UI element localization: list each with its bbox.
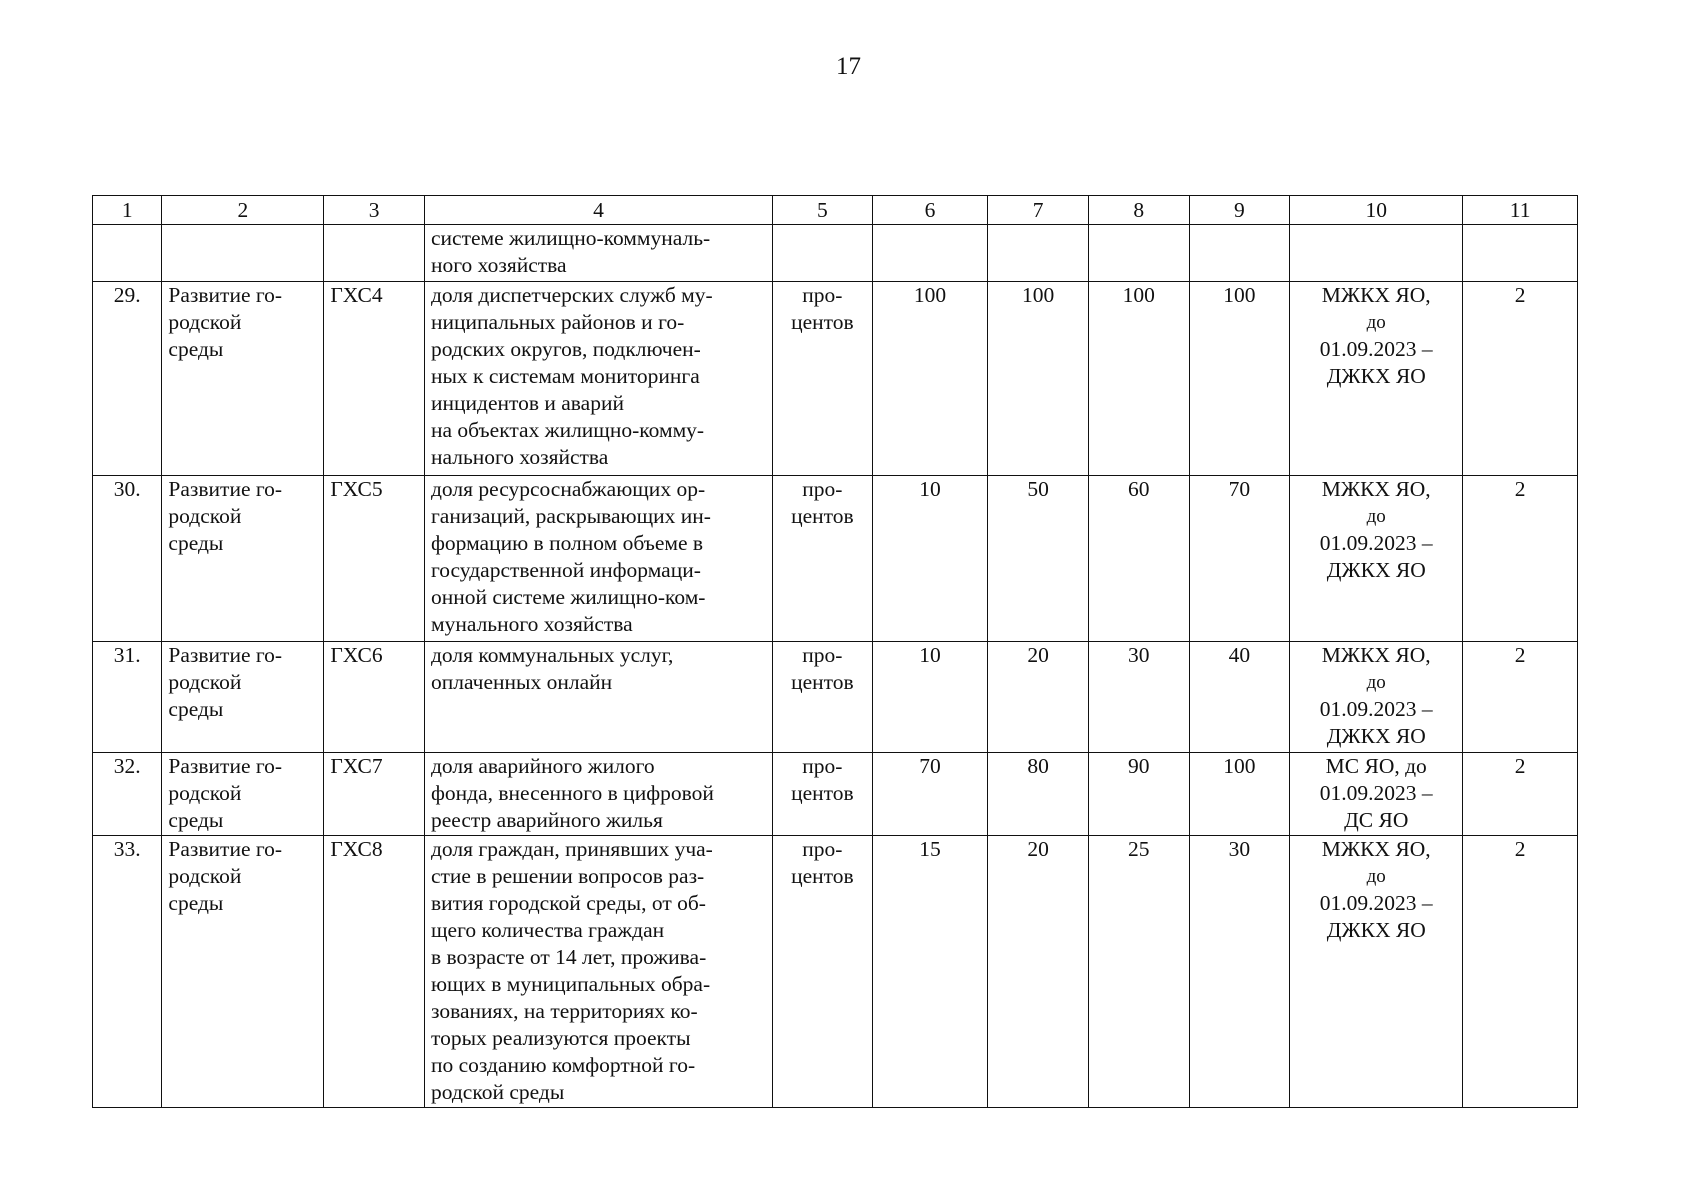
responsible-line: 01.09.2023 – (1319, 531, 1433, 555)
value-col6: 15 (872, 836, 988, 1108)
value-col9: 100 (1189, 282, 1290, 476)
unit: про- центов (773, 476, 873, 642)
responsible-line: 01.09.2023 – (1319, 337, 1433, 361)
value-col11: 2 (1463, 836, 1578, 1108)
row-number: 30. (93, 476, 162, 642)
program-name: Развитие го- родской среды (162, 753, 324, 836)
responsible-line: ДЖКХ ЯО (1326, 558, 1426, 582)
column-header: 6 (872, 196, 988, 225)
column-header: 11 (1463, 196, 1578, 225)
table-row (93, 282, 1578, 476)
value-col6: 10 (872, 642, 988, 753)
row-number: 32. (93, 753, 162, 836)
column-header: 1 (93, 196, 162, 225)
value-col8: 100 (1088, 282, 1189, 476)
responsible-line: МС ЯО, до (1325, 754, 1427, 778)
responsible (1290, 642, 1463, 753)
indicator-description: доля граждан, принявших уча- стие в решении вопросов раз- вития городской среды, от об- щего количества граждан в возрасте от 14 лет, прожива- ющих в муниципальных обра- зованиях, на территориях ко- торых реализуются проекты по созданию комфортной го- родской среды (424, 836, 772, 1108)
value-col6: 10 (872, 476, 988, 642)
value-col7: 20 (988, 836, 1089, 1108)
table-row (93, 753, 1578, 836)
responsible (1290, 476, 1463, 642)
responsible (1290, 282, 1463, 476)
indicator-description: доля аварийного жилого фонда, внесенного в цифровой реестр аварийного жилья (424, 753, 772, 836)
indicator-description: доля диспетчерских служб му- ниципальных районов и го- родских округов, подключен- ных к системам мониторинга инцидентов и аварий на объектах жилищно-комму- нального хозяйства (424, 282, 772, 476)
responsible-line: 01.09.2023 – (1319, 891, 1433, 915)
table-row (93, 642, 1578, 753)
responsible (1290, 836, 1463, 1108)
responsible-line: до (1366, 312, 1386, 333)
responsible-line: 01.09.2023 – (1319, 697, 1433, 721)
program-name: Развитие го- родской среды (162, 476, 324, 642)
column-header: 3 (324, 196, 425, 225)
responsible-line: МЖКХ ЯО, (1321, 283, 1431, 307)
responsible-line: 01.09.2023 – (1319, 781, 1433, 805)
value-col7: 80 (988, 753, 1089, 836)
table-row-continuation (93, 225, 1578, 282)
table-header-row (93, 196, 1578, 225)
value-col8: 90 (1088, 753, 1189, 836)
responsible-line: МЖКХ ЯО, (1321, 477, 1431, 501)
value-col8: 25 (1088, 836, 1189, 1108)
column-header: 5 (773, 196, 873, 225)
column-header: 2 (162, 196, 324, 225)
responsible-line: ДЖКХ ЯО (1326, 724, 1426, 748)
value-col9: 100 (1189, 753, 1290, 836)
value-col9: 30 (1189, 836, 1290, 1108)
responsible-line: ДЖКХ ЯО (1326, 918, 1426, 942)
indicator-code: ГХС6 (324, 642, 425, 753)
unit: про- центов (773, 836, 873, 1108)
row-number: 31. (93, 642, 162, 753)
responsible-line: ДЖКХ ЯО (1326, 364, 1426, 388)
indicators-table (92, 195, 1578, 1108)
column-header: 4 (424, 196, 772, 225)
indicator-description: системе жилищно-коммуналь- ного хозяйства (424, 225, 772, 282)
responsible-line: до (1366, 672, 1386, 693)
indicator-code: ГХС8 (324, 836, 425, 1108)
value-col9: 70 (1189, 476, 1290, 642)
responsible-line: до (1366, 506, 1386, 527)
unit: про- центов (773, 642, 873, 753)
table-row (93, 836, 1578, 1108)
program-name: Развитие го- родской среды (162, 642, 324, 753)
row-number: 33. (93, 836, 162, 1108)
value-col11: 2 (1463, 282, 1578, 476)
value-col8: 30 (1088, 642, 1189, 753)
column-header: 10 (1290, 196, 1463, 225)
value-col7: 50 (988, 476, 1089, 642)
indicator-code: ГХС7 (324, 753, 425, 836)
value-col11: 2 (1463, 642, 1578, 753)
program-name: Развитие го- родской среды (162, 282, 324, 476)
value-col11: 2 (1463, 476, 1578, 642)
unit: про- центов (773, 282, 873, 476)
responsible-line: ДС ЯО (1344, 808, 1409, 832)
unit: про- центов (773, 753, 873, 836)
indicator-description: доля коммунальных услуг, оплаченных онлайн (424, 642, 772, 753)
value-col6: 70 (872, 753, 988, 836)
value-col9: 40 (1189, 642, 1290, 753)
responsible-line: МЖКХ ЯО, (1321, 643, 1431, 667)
indicator-description: доля ресурсоснабжающих ор- ганизаций, раскрывающих ин- формацию в полном объеме в государственной информаци- онной системе жилищно-ком- мунального хозяйства (424, 476, 772, 642)
responsible-line: до (1366, 866, 1386, 887)
value-col7: 20 (988, 642, 1089, 753)
indicator-code: ГХС4 (324, 282, 425, 476)
responsible-line: МЖКХ ЯО, (1321, 837, 1431, 861)
program-name: Развитие го- родской среды (162, 836, 324, 1108)
value-col8: 60 (1088, 476, 1189, 642)
indicator-code: ГХС5 (324, 476, 425, 642)
responsible (1290, 753, 1463, 836)
page-number: 17 (836, 53, 861, 80)
value-col6: 100 (872, 282, 988, 476)
row-number: 29. (93, 282, 162, 476)
column-header: 9 (1189, 196, 1290, 225)
table-row (93, 476, 1578, 642)
value-col7: 100 (988, 282, 1089, 476)
column-header: 7 (988, 196, 1089, 225)
column-header: 8 (1088, 196, 1189, 225)
value-col11: 2 (1463, 753, 1578, 836)
